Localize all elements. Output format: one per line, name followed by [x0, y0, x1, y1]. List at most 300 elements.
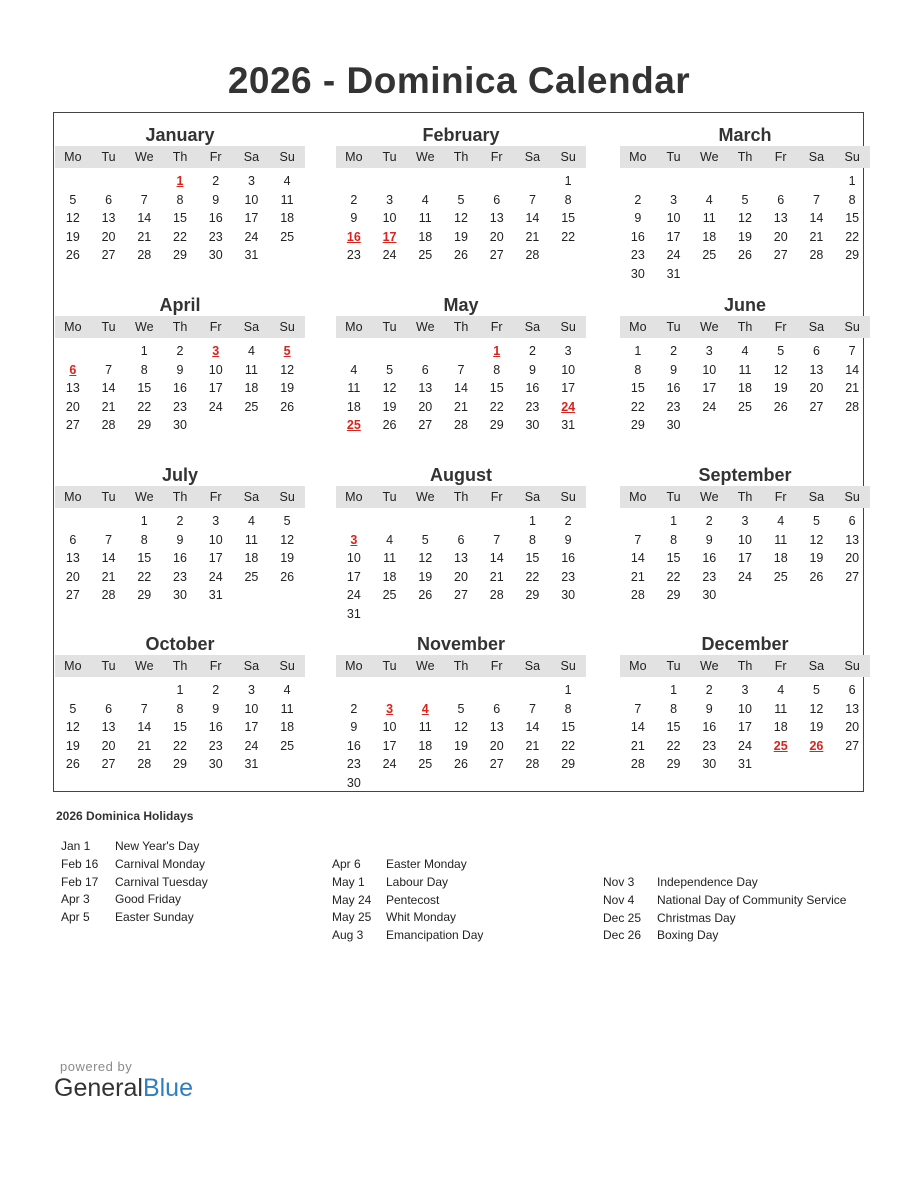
day-cell: 19	[65, 229, 80, 244]
day-cell: 11	[418, 211, 432, 226]
day-cell: 27	[418, 418, 433, 433]
day-cell: 16	[525, 381, 540, 396]
day-cell: 23	[561, 569, 576, 584]
day-cell: 14	[630, 720, 645, 735]
day-cell: 1	[528, 514, 536, 528]
day-cell: 28	[454, 418, 468, 433]
day-cell: 2	[176, 344, 184, 358]
month-december	[620, 633, 870, 774]
day-cell: 17	[208, 551, 223, 566]
weekday-label: We	[416, 490, 435, 504]
day-cell: 21	[525, 229, 540, 244]
day-cell: 9	[564, 532, 572, 547]
day-cell: 17	[244, 211, 259, 226]
day-cell: 4	[421, 192, 429, 207]
empty-cell	[727, 172, 763, 191]
day-cell: 11	[383, 551, 397, 566]
day-cell: 5	[777, 344, 785, 358]
holiday-day-cell: 17	[382, 229, 397, 244]
day-cell: 7	[493, 532, 501, 547]
holiday-day-cell: 16	[346, 229, 361, 244]
day-cell: 30	[666, 418, 681, 433]
day-cell: 8	[670, 701, 678, 716]
day-cell: 2	[528, 344, 536, 358]
day-cell: 8	[848, 192, 856, 207]
day-cell: 25	[280, 229, 295, 244]
day-cell: 10	[561, 362, 576, 377]
day-cell: 21	[489, 569, 504, 584]
weekday-label: Tu	[666, 490, 681, 504]
day-cell: 28	[101, 418, 116, 433]
day-cell: 10	[382, 211, 397, 226]
day-cell: 11	[418, 720, 432, 735]
day-cell: 21	[101, 569, 116, 584]
day-cell: 30	[346, 775, 361, 790]
holiday-name: Easter Monday	[386, 857, 467, 871]
weekday-label: Su	[560, 150, 576, 164]
weekday-label: Fr	[209, 150, 222, 164]
weekday-label: Th	[453, 659, 469, 673]
day-cell: 25	[418, 248, 433, 263]
empty-cell	[372, 172, 408, 191]
day-cell: 8	[176, 701, 184, 716]
day-cell: 9	[212, 701, 220, 716]
day-cell: 9	[176, 362, 184, 377]
day-cell: 24	[244, 229, 259, 244]
day-grid	[55, 512, 305, 605]
holiday-name: New Year's Day	[115, 839, 200, 853]
day-cell: 19	[65, 738, 80, 753]
day-cell: 27	[65, 418, 80, 433]
day-cell: 5	[69, 192, 77, 207]
holiday-day-cell: 6	[69, 362, 77, 377]
day-cell: 3	[741, 683, 749, 697]
weekday-label: Fr	[774, 490, 787, 504]
weekday-label: Fr	[774, 659, 787, 673]
empty-cell	[91, 681, 127, 700]
day-cell: 2	[705, 683, 713, 697]
day-cell: 1	[848, 174, 856, 188]
day-cell: 23	[173, 569, 187, 584]
holiday-date: May 1	[332, 874, 365, 889]
weekday-label: Mo	[64, 320, 82, 334]
weekday-label: Th	[172, 490, 188, 504]
weekday-label: We	[135, 320, 154, 334]
empty-cell	[372, 512, 408, 531]
day-cell: 4	[705, 192, 713, 207]
day-cell: 5	[386, 362, 394, 377]
day-cell: 6	[777, 192, 785, 207]
empty-cell	[336, 512, 372, 531]
day-cell: 7	[848, 344, 856, 358]
day-cell: 6	[421, 362, 429, 377]
day-cell: 17	[244, 720, 259, 735]
empty-cell	[620, 681, 656, 700]
day-cell: 17	[702, 381, 717, 396]
day-cell: 10	[244, 701, 259, 716]
day-cell: 13	[489, 211, 504, 226]
month-name: August	[430, 465, 492, 485]
weekday-label: Mo	[629, 659, 647, 673]
day-cell: 16	[173, 381, 187, 396]
holiday-name: Carnival Tuesday	[115, 874, 208, 889]
holiday-entry	[332, 909, 483, 927]
day-cell: 22	[137, 399, 152, 414]
day-cell: 15	[561, 211, 576, 226]
day-cell: 16	[208, 720, 223, 735]
month-february	[336, 124, 586, 265]
day-cell: 29	[489, 418, 504, 433]
empty-cell	[372, 342, 408, 361]
weekday-label: Sa	[808, 490, 825, 504]
day-cell: 18	[418, 738, 433, 753]
holiday-day-cell: 24	[561, 399, 576, 414]
day-cell: 17	[666, 229, 681, 244]
weekday-label: Tu	[382, 490, 397, 504]
day-cell: 1	[670, 514, 678, 528]
weekday-label: Th	[737, 490, 753, 504]
generalblue-logo[interactable]	[54, 1074, 193, 1103]
day-cell: 13	[101, 211, 116, 226]
holiday-day-cell: 4	[421, 701, 429, 716]
day-cell: 27	[845, 569, 860, 584]
day-cell: 31	[208, 588, 223, 603]
day-cell: 23	[702, 569, 717, 584]
weekday-label: Su	[279, 320, 295, 334]
weekday-label: Sa	[808, 320, 825, 334]
day-cell: 6	[457, 532, 465, 547]
day-cell: 30	[208, 248, 223, 263]
day-cell: 28	[630, 588, 645, 603]
day-cell: 24	[346, 588, 361, 603]
empty-cell	[407, 172, 443, 191]
day-cell: 22	[489, 399, 504, 414]
day-cell: 20	[101, 229, 116, 244]
day-cell: 28	[137, 757, 152, 772]
day-cell: 23	[208, 229, 223, 244]
month-name: January	[145, 125, 215, 145]
day-cell: 31	[244, 248, 259, 263]
weekday-header	[620, 655, 870, 677]
holiday-name: Christmas Day	[657, 910, 736, 925]
day-cell: 30	[702, 588, 717, 603]
day-cell: 4	[741, 344, 749, 358]
day-cell: 11	[738, 362, 752, 377]
weekday-label: Sa	[243, 659, 260, 673]
day-cell: 10	[738, 532, 752, 547]
day-cell: 23	[346, 248, 361, 263]
month-name: May	[443, 295, 479, 315]
day-cell: 15	[845, 211, 860, 226]
day-cell: 4	[777, 683, 785, 697]
day-cell: 25	[382, 588, 397, 603]
day-cell: 18	[773, 720, 788, 735]
month-october	[55, 633, 305, 774]
month-name: December	[701, 634, 789, 654]
day-cell: 17	[561, 381, 576, 396]
day-cell: 2	[212, 174, 220, 188]
day-cell: 15	[137, 381, 152, 396]
day-cell: 21	[454, 399, 468, 414]
day-cell: 4	[247, 344, 255, 358]
day-cell: 12	[454, 211, 468, 226]
day-cell: 26	[418, 588, 433, 603]
weekday-label: We	[700, 320, 719, 334]
day-grid	[620, 681, 870, 774]
empty-cell	[443, 681, 479, 700]
month-name: November	[416, 634, 506, 654]
month-name: October	[145, 634, 215, 654]
weekday-header	[55, 146, 305, 168]
holiday-name: Easter Sunday	[115, 910, 194, 925]
day-cell: 12	[65, 211, 80, 226]
day-cell: 20	[101, 738, 116, 753]
day-cell: 20	[418, 399, 433, 414]
empty-cell	[55, 172, 91, 191]
day-cell: 3	[386, 192, 394, 207]
day-cell: 30	[525, 418, 540, 433]
weekday-label: Sa	[524, 490, 541, 504]
page-title: 2026 - Dominica Calendar	[227, 60, 691, 101]
day-cell: 22	[525, 569, 540, 584]
weekday-label: Tu	[382, 150, 397, 164]
day-cell: 11	[244, 532, 258, 547]
day-cell: 7	[140, 192, 148, 207]
weekday-label: Fr	[490, 150, 503, 164]
day-cell: 1	[176, 683, 184, 697]
day-grid	[55, 342, 305, 435]
day-cell: 2	[212, 683, 220, 697]
day-grid	[55, 681, 305, 774]
day-cell: 24	[382, 757, 397, 772]
day-cell: 5	[457, 701, 465, 716]
day-cell: 18	[244, 381, 259, 396]
holiday-day-cell: 5	[283, 344, 291, 358]
weekday-label: Fr	[209, 320, 222, 334]
day-cell: 20	[489, 738, 504, 753]
day-cell: 9	[705, 701, 713, 716]
weekday-label: Fr	[490, 659, 503, 673]
day-cell: 24	[702, 399, 717, 414]
weekday-label: Sa	[524, 150, 541, 164]
holiday-column	[61, 838, 208, 927]
holidays-title: 2026 Dominica Holidays	[56, 809, 194, 823]
day-cell: 26	[65, 757, 80, 772]
holiday-name: Emancipation Day	[386, 928, 484, 943]
weekday-label: Th	[737, 320, 753, 334]
holiday-date: Feb 17	[61, 874, 99, 889]
day-cell: 16	[630, 229, 645, 244]
day-cell: 14	[630, 551, 645, 566]
day-cell: 3	[670, 192, 678, 207]
day-cell: 20	[454, 569, 468, 584]
day-cell: 7	[528, 701, 536, 716]
day-cell: 14	[101, 551, 116, 566]
weekday-header	[620, 146, 870, 168]
day-cell: 23	[666, 399, 681, 414]
empty-cell	[620, 512, 656, 531]
day-cell: 6	[69, 532, 77, 547]
day-cell: 10	[738, 701, 752, 716]
day-cell: 10	[702, 362, 717, 377]
day-cell: 21	[630, 569, 645, 584]
day-cell: 5	[812, 514, 820, 528]
day-cell: 15	[666, 720, 681, 735]
empty-cell	[336, 172, 372, 191]
day-cell: 22	[666, 569, 681, 584]
day-grid	[336, 512, 586, 624]
day-grid	[336, 172, 586, 265]
month-november	[336, 633, 586, 793]
empty-cell	[91, 512, 127, 531]
day-cell: 18	[244, 551, 259, 566]
weekday-label: Su	[844, 490, 860, 504]
weekday-label: Fr	[209, 490, 222, 504]
weekday-label: Mo	[629, 490, 647, 504]
day-cell: 2	[350, 701, 358, 716]
day-cell: 21	[630, 738, 645, 753]
day-cell: 9	[350, 211, 358, 226]
holiday-entry	[61, 909, 208, 927]
empty-cell	[479, 512, 515, 531]
day-cell: 25	[738, 399, 752, 414]
day-cell: 9	[212, 192, 220, 207]
day-cell: 6	[848, 514, 856, 528]
day-cell: 30	[173, 588, 187, 603]
weekday-label: Mo	[345, 320, 363, 334]
day-cell: 3	[705, 344, 713, 358]
day-cell: 27	[489, 248, 504, 263]
weekday-label: We	[700, 490, 719, 504]
weekday-header	[55, 486, 305, 508]
day-cell: 24	[738, 569, 752, 584]
day-cell: 15	[173, 720, 187, 735]
day-cell: 20	[65, 399, 80, 414]
day-cell: 3	[247, 174, 255, 188]
day-cell: 21	[137, 738, 152, 753]
day-cell: 22	[666, 738, 681, 753]
day-cell: 29	[561, 757, 576, 772]
day-cell: 12	[280, 532, 295, 547]
weekday-label: Sa	[808, 659, 825, 673]
day-cell: 10	[244, 192, 259, 207]
month-name: April	[159, 295, 201, 315]
day-cell: 21	[137, 229, 152, 244]
empty-cell	[763, 172, 799, 191]
holiday-date: Feb 16	[61, 856, 99, 871]
day-cell: 20	[845, 720, 860, 735]
day-cell: 16	[173, 551, 187, 566]
holiday-day-cell: 1	[493, 344, 501, 358]
day-cell: 13	[65, 551, 80, 566]
day-cell: 24	[208, 399, 223, 414]
weekday-label: Th	[737, 150, 753, 164]
holiday-day-cell: 3	[350, 532, 358, 547]
day-cell: 20	[489, 229, 504, 244]
day-cell: 14	[454, 381, 468, 396]
holiday-date: Apr 6	[332, 857, 361, 871]
day-cell: 1	[564, 174, 572, 188]
day-cell: 11	[774, 532, 788, 547]
day-cell: 6	[105, 701, 113, 716]
weekday-label: Th	[172, 150, 188, 164]
day-cell: 22	[561, 738, 576, 753]
empty-cell	[372, 681, 408, 700]
day-cell: 16	[702, 551, 717, 566]
day-cell: 14	[137, 211, 152, 226]
weekday-label: Fr	[774, 150, 787, 164]
weekday-label: Su	[560, 320, 576, 334]
day-cell: 29	[173, 248, 187, 263]
day-cell: 29	[137, 418, 152, 433]
weekday-label: Fr	[209, 659, 222, 673]
day-cell: 29	[137, 588, 152, 603]
weekday-header	[336, 316, 586, 338]
weekday-label: Tu	[666, 320, 681, 334]
day-cell: 11	[702, 211, 716, 226]
day-cell: 17	[738, 551, 752, 566]
day-cell: 29	[630, 418, 645, 433]
weekday-label: Sa	[243, 490, 260, 504]
day-cell: 28	[101, 588, 116, 603]
day-cell: 4	[386, 532, 394, 547]
day-cell: 30	[702, 757, 717, 772]
holiday-name: Boxing Day	[657, 928, 719, 943]
day-cell: 15	[666, 551, 681, 566]
day-cell: 29	[666, 757, 681, 772]
day-cell: 9	[670, 362, 678, 377]
day-cell: 13	[454, 551, 468, 566]
holiday-name: Pentecost	[386, 892, 440, 907]
day-cell: 27	[773, 248, 788, 263]
day-cell: 8	[564, 701, 572, 716]
weekday-header	[336, 146, 586, 168]
day-cell: 28	[845, 399, 860, 414]
day-cell: 2	[350, 192, 358, 207]
day-cell: 19	[454, 738, 468, 753]
day-grid	[620, 512, 870, 605]
day-cell: 20	[65, 569, 80, 584]
day-cell: 12	[773, 362, 788, 377]
day-cell: 24	[738, 738, 752, 753]
day-cell: 11	[774, 701, 788, 716]
day-cell: 30	[208, 757, 223, 772]
holiday-name: Carnival Monday	[115, 856, 206, 871]
holiday-entry	[332, 927, 483, 945]
holiday-entry	[603, 874, 846, 892]
weekday-label: Su	[560, 659, 576, 673]
month-september	[620, 464, 870, 605]
weekday-label: Mo	[64, 150, 82, 164]
day-cell: 22	[561, 229, 576, 244]
day-cell: 18	[418, 229, 433, 244]
holiday-date: Apr 3	[61, 892, 90, 907]
day-cell: 2	[176, 514, 184, 528]
day-cell: 23	[208, 738, 223, 753]
day-cell: 10	[208, 532, 223, 547]
day-cell: 5	[812, 683, 820, 697]
day-cell: 19	[809, 551, 824, 566]
day-cell: 10	[382, 720, 397, 735]
weekday-label: Su	[279, 490, 295, 504]
empty-cell	[620, 172, 656, 191]
month-name: September	[698, 465, 792, 485]
day-cell: 21	[101, 399, 116, 414]
month-july	[55, 464, 305, 605]
day-cell: 6	[105, 192, 113, 207]
day-cell: 8	[493, 362, 501, 377]
day-cell: 8	[528, 532, 536, 547]
